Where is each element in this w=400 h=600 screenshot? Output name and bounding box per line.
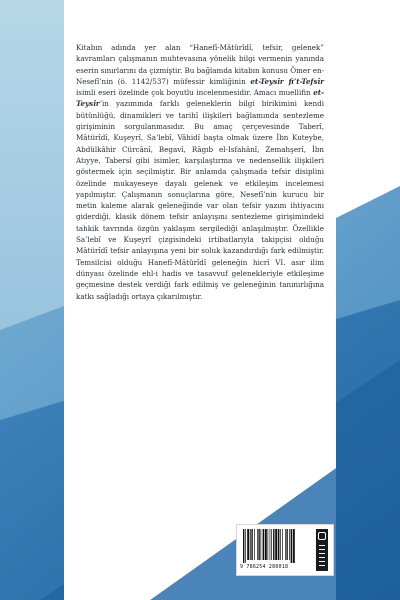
summary-text-2: isimli eseri özelinde çok boyutlu incelenmesidir. Amacı muellifin — [76, 88, 314, 98]
summary-text-3: ’in yazımında farklı geleneklerin bilgi birikimini kendi bütünlüğü, dinamikleri ve tarihî ilişkileri bağlamında sentezleme girişiminin sorgulanmasıdır. Bu amaç çerçevesinde Taberî, Mâtürîdî, Kuşeyrî, Sa’lebî, Vâhidî başta olmak üzere İbn Kuteybe, Abdülkâhir Cürcânî, Begavî, Râgıb el-Isfahânî, Zemahşerî, İbn Atıyye, Tabersî gibi isimler, karşılaştırma ve nedensellik ilişkileri göstermek için seçilmiştir. Bir anlamda çalışmada tefsir disiplini özelinde mukayeseye dayalı gelenek ve etkileşim incelemesi yapılmıştır. Çalışmanın sonuçlarına göre, Nesefî’nin kurucu bir metin kaleme alarak geleneğinde var olan tefsir yazım ihtiyacını giderdiği, klasik dönem tefsir anlayışını sentezleme girişimindeki tahkik tavrında özgün yaklaşım sergilediği anlaşılmıştır. Özellikle Sa’lebî ve Kuşeyrî çizgisindeki irtibatlarıyla takipçisi olduğu Mâtürîdî tefsir anlayışına yeni bir soluk kazandırdığı fark edilmiştir. Temsilcisi olduğu Hanefî-Mâtürîdî geleneğin hicrî VI. asır ilim dünyası özelinde ehl-i hadis ve tasavvuf gelenekleriyle etkileşime geçmesine destek verdiği fark edilmiş ve geleneğinin tanınırlığına katkı sağladığı ortaya çıkarılmıştır. — [76, 99, 324, 301]
summary-paragraph — [76, 42, 324, 302]
publisher-logo-icon — [316, 529, 328, 571]
book-title-teysir: et-Teysîr — [76, 88, 324, 109]
barcode-bars-icon — [242, 529, 314, 563]
summary-text-1: Kitabın adında yer alan “Hanefî-Mâtürîdî, tefsir, gelenek” kavramları çalışmanın muhtevasına yönelik bilgi vermenin yanında eserin sınırlarını da çizmiştir. Bu bağlamda kitabın konusu Ömer en-Nesefî’nin (ö. 1142/537) müfessir kimliğinin — [76, 43, 325, 86]
book-title-teysir-fit-tefsir: et-Teysîr fi’t-Tefsîr — [250, 76, 324, 86]
isbn-barcode — [236, 524, 334, 576]
back-cover-summary — [76, 42, 324, 302]
isbn-digits: 9 786254 286018 — [240, 564, 289, 570]
